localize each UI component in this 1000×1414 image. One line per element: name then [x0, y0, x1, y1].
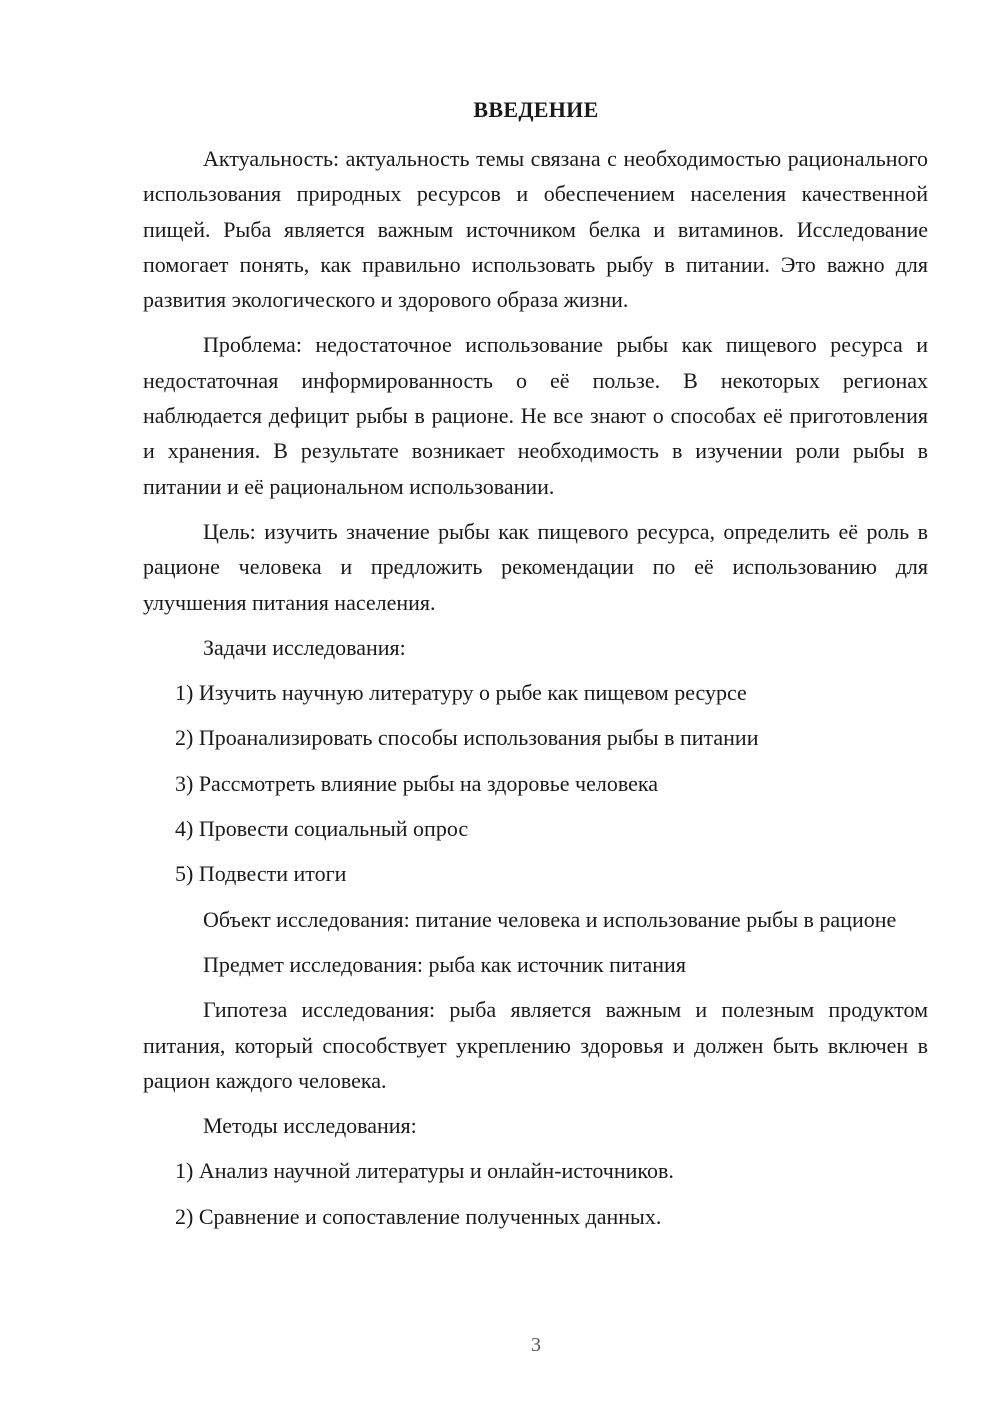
hypothesis-paragraph: Гипотеза исследования: рыба является важным и полезным продуктом питания, который способствует укреплению здоровья и должен быть включен в рацион каждого человека. [143, 997, 928, 1093]
list-item: 3) Рассмотреть влияние рыбы на здоровье человека [175, 770, 658, 796]
subject-paragraph: Предмет исследования: рыба как источник питания [203, 951, 686, 977]
list-item: 1) Изучить научную литературу о рыбе как пищевом ресурсе [175, 680, 747, 706]
page-title: ВВЕДЕНИЕ [473, 97, 599, 122]
methods-heading: Методы исследования: [203, 1113, 417, 1139]
relevance-paragraph: Актуальность: актуальность темы связана с необходимостью рационального использования природных ресурсов и обеспечением населения качественной пищей. Рыба является важным источником белка и витаминов. Исследование помогает понять, как правильно использовать рыбу в питании. Это важно для развития экологического и здорового образа жизни. [143, 146, 928, 313]
list-item: 2) Сравнение и сопоставление полученных данных. [175, 1203, 662, 1229]
page-body [143, 141, 928, 1244]
problem-paragraph: Проблема: недостаточное использование рыбы как пищевого ресурса и недостаточная информированность о её пользе. В некоторых регионах наблюдается дефицит рыбы в рационе. Не все знают о способах её приготовления и хранения. В результате возникает необходимость в изучении роли рыбы в питании и её рациональном использовании. [143, 332, 928, 499]
tasks-heading: Задачи исследования: [203, 634, 406, 660]
page-number: 3 [531, 1334, 541, 1356]
goal-paragraph: Цель: изучить значение рыбы как пищевого ресурса, определить её роль в рационе человека и предложить рекомендации по её использованию для улучшения питания населения. [143, 518, 928, 615]
list-item: 5) Подвести итоги [175, 861, 347, 887]
list-item: 4) Провести социальный опрос [175, 816, 469, 842]
list-item: 1) Анализ научной литературы и онлайн-источников. [175, 1158, 674, 1184]
object-paragraph: Объект исследования: питание человека и использование рыбы в рационе [203, 906, 897, 932]
list-item: 2) Проанализировать способы использования рыбы в питании [175, 725, 759, 751]
